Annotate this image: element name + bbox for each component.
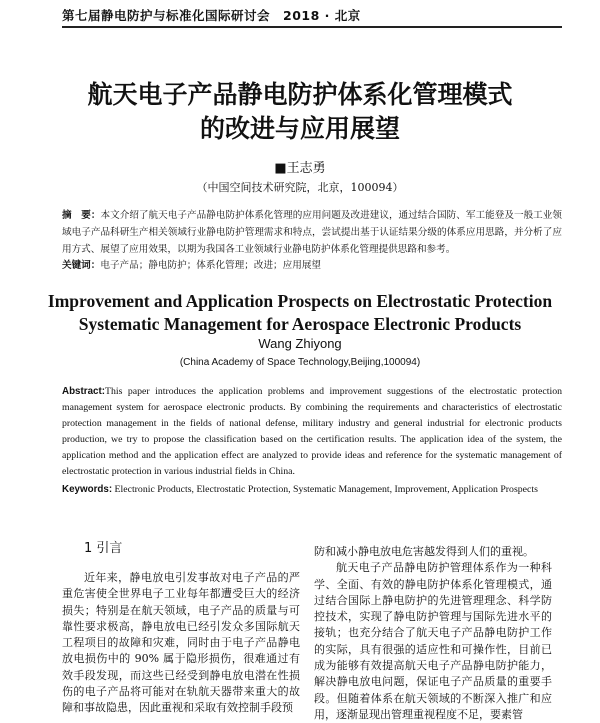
chinese-keywords: [62, 258, 562, 274]
right-column: [314, 544, 552, 723]
left-column: [62, 540, 300, 717]
english-abstract-label: Abstract:: [62, 386, 106, 397]
chinese-keywords-text: 电子产品；静电防护；体系化管理；改进；应用展望: [100, 260, 322, 271]
english-keywords-label: Keywords:: [62, 484, 113, 495]
header-rule: [62, 26, 562, 28]
english-affiliation: (China Academy of Space Technology,Beijing,100094): [179, 357, 421, 368]
english-keywords: [62, 482, 562, 498]
section-1-heading: 1 引言: [84, 541, 123, 556]
english-abstract: [62, 384, 562, 480]
english-keywords-text: Electronic Products, Electrostatic Protection, Systematic Management, Improvement, Application Prospects: [114, 484, 538, 495]
english-author: Wang Zhiyong: [258, 336, 342, 351]
chinese-title-line-2: 的改进与应用展望: [199, 114, 400, 143]
right-column-paragraph-2: 航天电子产品静电防护管理体系作为一种科学、全面、有效的静电防护体系化管理模式，通过结合国际上静电防护的先进管理理念、科学防控技术，实现了静电防护管理与国际先进水平的接轨；也充分结合了航天电子产品静电防护工作的实际，具有很强的适应性和可操作性，目前已成为能够有效提高航天电子产品静电防护能力，解决静电放电问题，保证电子产品质量的重要手段。但随着体系在航天领域的不断深入推广和应用，逐渐显现出管理重视程度不足，要素管: [314, 561, 552, 721]
right-column-paragraph-1: 防和减小静电放电危害越发得到人们的重视。: [314, 545, 534, 558]
chinese-title: [40, 78, 560, 146]
chinese-title-line-1: 航天电子产品静电防护体系化管理模式: [87, 80, 513, 109]
english-title-line-1: Improvement and Application Prospects on Electrostatic Protection: [47, 291, 553, 311]
chinese-author: ■王志勇: [274, 161, 326, 176]
chinese-keywords-label: 关键词：: [62, 260, 101, 271]
english-title: [40, 290, 560, 336]
chinese-affiliation: （中国空间技术研究院，北京，100094）: [196, 181, 404, 194]
english-title-line-2: Systematic Management for Aerospace Electronic Products: [78, 314, 522, 334]
left-column-paragraph: 近年来，静电放电引发事故对电子产品的严重危害使全世界电子工业每年都遭受巨大的经济损失；特别是在航天领域，电子产品的质量与可靠性要求极高，静电放电已经引发众多国际航天工程项目的故障和灾难，同时由于电子产品静电放电损伤中的 90% 属于隐形损伤，很难通过有效手段发现，而这些已经受到静电放电潜在性损伤的电子产品将可能对在轨航天器带来重大的故障和事故隐患，因此重视和采取有效控制手段预: [62, 571, 300, 715]
english-abstract-text: This paper introduces the application problems and improvement suggestions of the electrostatic protection management system for aerospace electronic products. By combining the requirements and characteristics of electrostatic protection management in the fields of national defense, military industry and general industrial for electronic products production, we try to propose the classification based on the certification results. The application idea of the system, the application method and the application effect are analyzed to provide ideas and reference for the systematic management of electrostatic protection in various industrial fields in China.: [62, 386, 562, 477]
chinese-abstract: [62, 207, 562, 258]
chinese-abstract-text: 本文介绍了航天电子产品静电防护体系化管理的应用问题及改进建议，通过结合国防、军工能登及一般工业领域电子产品科研生产相关领域行业静电防护管理需求和特点，尝试提出基于认证结果分级的体系应用思路，并分析了应用方式、展望了应用效果，以期为我国各工业领域行业静电防护体系化管理提供思路和参考。: [62, 210, 563, 255]
running-header: 第七届静电防护与标准化国际研讨会 2018 · 北京: [62, 8, 361, 23]
chinese-abstract-label: 摘 要：: [62, 210, 101, 221]
